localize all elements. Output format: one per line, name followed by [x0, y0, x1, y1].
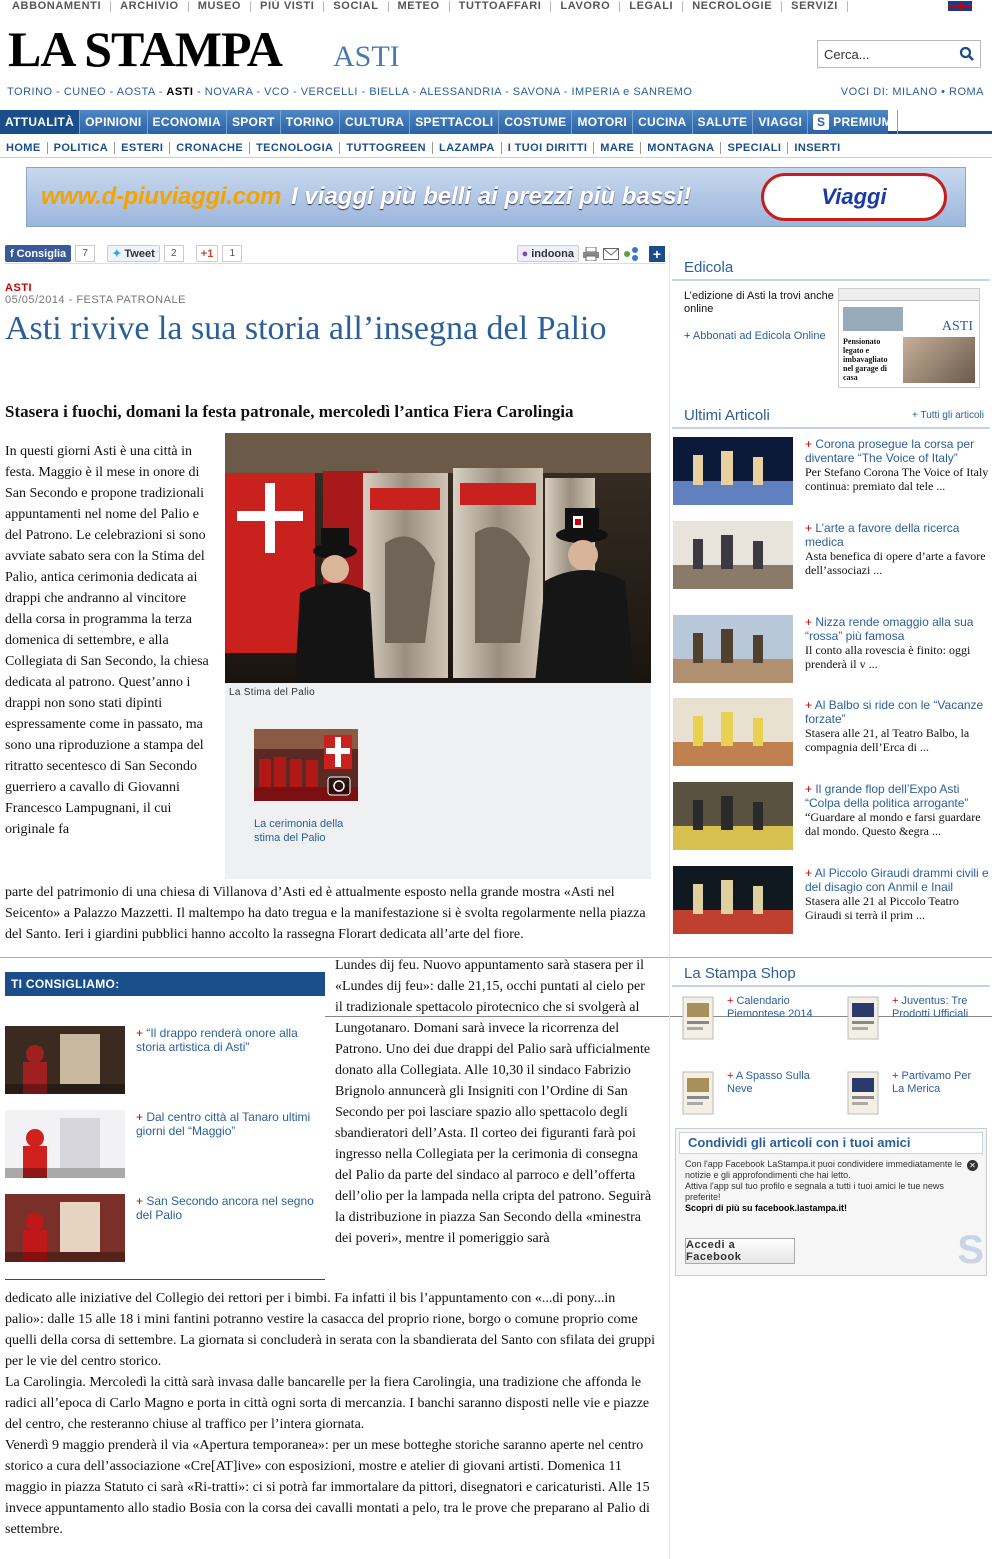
sub-nav: [0, 138, 992, 158]
ad-url[interactable]: www.d-piuviaggi.com: [41, 183, 282, 210]
article-paragraph: dedicato alle iniziative del Collegio dei rettori per i bimbi. Fa infatti il bis l’appuntamento con «...di pony...in palio»: dalle 15 alle 18 i mini fantini potranno vestire la casacca del proprio rione, borgo o comune proprio come quelli della corsa di settembre. La giornata si concluderà in serata con la sbandierata del Santo con sfilata dei gruppi per le vie del centro storico.: [5, 1291, 655, 1369]
shop-title[interactable]: + A Spasso Sulla Neve: [727, 1070, 810, 1095]
indoona-icon: ●: [521, 247, 529, 260]
city-link[interactable]: BIELLA: [369, 86, 409, 98]
logo[interactable]: LA STAMPA: [8, 21, 282, 77]
facebook-box: [675, 1128, 987, 1276]
city-link[interactable]: IMPERIA e SANREMO: [571, 86, 693, 98]
city-link[interactable]: CUNEO: [63, 86, 107, 98]
ultimi-articolo: [672, 521, 990, 597]
print-icon[interactable]: [583, 246, 599, 262]
facebook-icon: f: [10, 247, 14, 260]
topbar-link[interactable]: ARCHIVIO: [111, 1, 189, 12]
article-paragraph: La Carolingia. Mercoledì la città sarà invasa dalle bancarelle per la fiera Carolingia, una tradizione che affonda le radici all’epoca di Carlo Magno e porta in città ogni sorta di mercanzia. I banchi saranno disposti nelle vie e piazze del centro, che resteranno chiuse al traffico per l’intera giornata.: [5, 1375, 650, 1432]
ultimi-text: [805, 437, 991, 493]
search-box[interactable]: [817, 40, 981, 68]
cover-headline: Pensionato legato e imbavagliato nel garage di casa: [843, 337, 888, 382]
topbar-link[interactable]: MUSEO: [189, 1, 251, 12]
article-body-end: [5, 1288, 655, 1540]
share-bar: [5, 244, 665, 264]
city-link[interactable]: SAVONA: [512, 86, 561, 98]
facebook-box-text: Con l'app Facebook LaStampa.it puoi condividere immediatamente le notizie e gli approfondimenti che hai letto. Attiva l'app sul tuo profilo e segnala a tutti i tuoi amici le tue news preferite! Scopri di più su facebook.lastampa.it!: [685, 1159, 962, 1213]
shop-item[interactable]: [675, 1070, 815, 1120]
consigliamo-title[interactable]: + San Secondo ancora nel segno del Palio: [136, 1194, 314, 1222]
plus-icon: +: [892, 995, 902, 1007]
plus-icon: +: [892, 1070, 902, 1082]
ad-logo: [761, 173, 947, 221]
ultimi-title[interactable]: + Nizza rende omaggio alla sua “rossa” più famosa: [805, 615, 974, 643]
topbar-link[interactable]: LEGALI: [620, 1, 683, 12]
cover-title: ASTI: [941, 319, 973, 334]
nav-item[interactable]: ATTUALITÀ: [0, 110, 80, 134]
ultimi-title[interactable]: + L’arte a favore della ricerca medica: [805, 521, 960, 549]
ultimi-text: [805, 782, 991, 838]
subnav-item[interactable]: LAZAMPA: [433, 142, 502, 154]
article-thumbnail[interactable]: [673, 437, 793, 505]
edicola-header: Edicola: [672, 257, 990, 281]
separator: -: [289, 86, 301, 98]
city-link[interactable]: TORINO: [7, 86, 53, 98]
consigliamo-title[interactable]: + “Il drappo renderà onore alla storia artistica di Asti”: [136, 1026, 298, 1054]
photo-box: [225, 433, 651, 879]
consigliamo-thumbnail[interactable]: [5, 1194, 125, 1262]
ultimi-desc: “Guardare al mondo e farsi guardare dal mondo. Questo &egra ...: [805, 810, 981, 838]
subnav-item[interactable]: HOME: [0, 142, 48, 154]
voci-di[interactable]: VOCI DI: MILANO • ROMA: [840, 86, 984, 98]
nav-item[interactable]: SALUTE: [693, 110, 754, 134]
plus-share-icon[interactable]: +: [649, 246, 665, 262]
plus-icon: +: [136, 1110, 147, 1124]
topbar-link[interactable]: METEO: [389, 1, 450, 12]
nav-item-premium[interactable]: [808, 110, 898, 134]
banner-ad[interactable]: [26, 167, 966, 227]
photo-caption: La Stima del Palio: [229, 687, 316, 698]
plus-icon: +: [805, 437, 816, 451]
utility-bar: [0, 0, 992, 12]
city-link[interactable]: VERCELLI: [300, 86, 358, 98]
topbar-link[interactable]: ABBONAMENTI: [0, 1, 111, 12]
nav-item[interactable]: VIAGGI: [753, 110, 808, 134]
plus-icon: +: [727, 1070, 736, 1082]
separator: -: [357, 86, 370, 98]
edicola-cover[interactable]: [838, 288, 980, 388]
article-kicker[interactable]: ASTI: [5, 282, 33, 294]
topbar-link[interactable]: SERVIZI: [782, 1, 848, 12]
city-link[interactable]: ASTI: [166, 86, 194, 98]
separator: -: [106, 86, 117, 98]
city-link[interactable]: AOSTA: [116, 86, 156, 98]
shop-title[interactable]: + Partivamo Per La Merica: [892, 1070, 972, 1095]
plus-icon: +: [727, 995, 737, 1007]
search-input[interactable]: Cerca...: [824, 46, 870, 62]
ultimi-desc: Per Stefano Corona The Voice of Italy continua: premiato dal tele ...: [805, 465, 989, 493]
nav-item[interactable]: MOTORI: [572, 110, 633, 134]
premium-label: PREMIUM: [833, 115, 892, 129]
article-thumbnail[interactable]: [673, 782, 793, 850]
nav-item[interactable]: CULTURA: [340, 110, 410, 134]
city-edition[interactable]: ASTI: [333, 40, 400, 73]
shop-product-image[interactable]: [675, 1070, 721, 1116]
nav-item[interactable]: ECONOMIA: [148, 110, 227, 134]
google-plus-count: 1: [222, 245, 242, 262]
article-subhead: Stasera i fuochi, domani la festa patronale, mercoledì l’antica Fiera Carolingia: [5, 402, 574, 421]
nav-item[interactable]: COSTUME: [499, 110, 572, 134]
separator: -: [501, 86, 513, 98]
edicola-subscribe-link[interactable]: + Abbonati ad Edicola Online: [684, 330, 826, 342]
subnav-item[interactable]: TECNOLOGIA: [250, 142, 340, 154]
ultimi-articolo: [672, 615, 990, 691]
ultimi-desc: Asta benefica di opere d’arte a favore dell’associazi ...: [805, 549, 986, 577]
ultimi-desc: Stasera alle 21 al Piccolo Teatro Giraudi si terrà il prim ...: [805, 894, 959, 922]
ultimi-title[interactable]: + Il grande flop dell’Expo Asti “Colpa della politica arrogante”: [805, 782, 969, 810]
topbar-link[interactable]: PIÙ VISTI: [251, 1, 324, 12]
ad-slogan: I viaggi più belli ai prezzi più bassi!: [291, 183, 692, 210]
consigliamo-item[interactable]: [5, 1026, 325, 1096]
thumbnail-caption[interactable]: La cerimonia della stima del Palio: [254, 818, 344, 844]
shop-item[interactable]: [675, 995, 815, 1045]
tweet-count: 2: [164, 245, 184, 262]
email-icon[interactable]: [603, 246, 619, 262]
subnav-item[interactable]: POLITICA: [48, 142, 116, 154]
subnav-item[interactable]: SPECIALI: [721, 142, 788, 154]
separator: -: [252, 86, 265, 98]
nav-item[interactable]: CUCINA: [633, 110, 692, 134]
subnav-item[interactable]: INSERTI: [794, 141, 841, 154]
nav-item[interactable]: SPETTACOLI: [410, 110, 499, 134]
lastampa-s-icon: S: [957, 1228, 984, 1272]
nav-item[interactable]: TORINO: [281, 110, 340, 134]
twitter-icon: ✦: [112, 248, 122, 260]
subnav-item[interactable]: I TUOI DIRITTI: [502, 142, 595, 154]
subnav-item[interactable]: CRONACHE: [170, 142, 250, 154]
article-headline: Asti rivive la sua storia all’insegna del Palio: [5, 310, 607, 347]
ultimi-articolo: [672, 437, 990, 513]
topbar-link[interactable]: TUTTOAFFARI: [450, 1, 552, 12]
shop-product-image[interactable]: [675, 995, 721, 1041]
ultimi-title[interactable]: + Al Piccolo Giraudi drammi civili e del disagio con Anmil e Inail: [805, 866, 989, 894]
article-body-col1: In questi giorni Asti è una città in festa. Maggio è il mese in onore di San Secondo e propone tradizionali appuntamenti nel nome del Palio e del Patrono. Le celebrazioni si sono avviate sabato sera con la Stima del Palio, antica cerimonia dedicata ai drappi che andranno al vincitore della corsa in programma la terza domenica di settembre, e alla Collegiata di San Secondo, la chiesa dedicata al patrono. Quest’anno i drappi non sono stati dipinti espressamente come in passato, ma sono una riproduzione a stampa del ritratto secentesco di San Secondo guerriero a cavallo di Giovanni Francesco Lampugnani, il cui originale fa: [5, 444, 209, 837]
shop-item[interactable]: [840, 1070, 980, 1120]
city-link[interactable]: VCO: [264, 86, 290, 98]
article-thumbnail[interactable]: [673, 866, 793, 934]
article-body-continued: parte del patrimonio di una chiesa di Villanova d’Asti ed è attualmente esposto nella grande mostra «Asti nel Seicento» a Palazzo Mazzetti. Il maltempo ha dato tregua e la manifestazione si è svolta regolarmente nella piazza del Santo. Ieri i giardini pubblici hanno accolto la rassegna Florart dedicata all’arte del fiore.: [5, 885, 646, 942]
article-thumbnail[interactable]: [673, 698, 793, 766]
topbar-link[interactable]: NECROLOGIE: [683, 1, 782, 12]
city-link[interactable]: ALESSANDRIA: [419, 86, 502, 98]
subnav-item[interactable]: TUTTOGREEN: [340, 142, 433, 154]
ultimi-text: [805, 521, 991, 577]
share-network-icon[interactable]: [623, 246, 639, 262]
ultimi-title[interactable]: + Corona prosegue la corsa per diventare “The Voice of Italy”: [805, 437, 975, 465]
facebook-login-button[interactable]: Accedi a Facebook: [685, 1238, 795, 1264]
consigliamo-thumbnail[interactable]: [5, 1110, 125, 1178]
tweet-button[interactable]: ✦ Tweet: [107, 245, 160, 262]
edicola-text: L’edizione di Asti la trovi anche online: [684, 290, 834, 315]
topbar-link[interactable]: SOCIAL: [324, 1, 388, 12]
topbar-link[interactable]: LAVORO: [551, 1, 620, 12]
article-thumbnail[interactable]: [673, 521, 793, 589]
ultimi-desc: Stasera alle 21, al Teatro Balbo, la compagnia dell’Erca di ...: [805, 726, 970, 754]
plus-icon: +: [136, 1194, 147, 1208]
gallery-thumbnail[interactable]: [254, 729, 358, 801]
ultimi-text: [805, 615, 991, 671]
shop-product-image[interactable]: [840, 1070, 886, 1116]
facebook-like-button[interactable]: f Consiglia: [5, 245, 71, 262]
shop-title[interactable]: + Calendario Piemontese 2014: [727, 995, 813, 1020]
city-link[interactable]: NOVARA: [204, 86, 253, 98]
ultimi-text: [805, 698, 991, 754]
facebook-box-title: Condividi gli articoli con i tuoi amici: [679, 1132, 983, 1154]
ultimi-articolo: [672, 782, 990, 858]
uk-flag-icon[interactable]: [948, 1, 972, 11]
google-plus-button[interactable]: +1: [196, 245, 219, 262]
article-date: 05/05/2014 - FESTA PATRONALE: [5, 294, 186, 306]
ultimi-text: [805, 866, 991, 922]
shop-title[interactable]: + Juventus: Tre Prodotti Ufficiali: [892, 995, 969, 1020]
ti-consigliamo-header: TI CONSIGLIAMO:: [5, 972, 325, 996]
separator: -: [193, 86, 205, 98]
ultimi-title[interactable]: + Al Balbo si ride con le “Vacanze forzate”: [805, 698, 984, 726]
separator: -: [155, 86, 167, 98]
consigliamo-item[interactable]: [5, 1110, 325, 1180]
close-icon[interactable]: ✕: [967, 1160, 978, 1171]
main-nav: [0, 110, 992, 134]
separator: -: [408, 86, 420, 98]
subnav-item[interactable]: MARE: [594, 142, 641, 154]
main-photo[interactable]: [225, 433, 651, 683]
article-paragraph: Venerdì 9 maggio prenderà il via «Apertura temporanea»: per un mese botteghe storiche saranno aperte nel centro storico a cura dell’associazione «Cre[AT]ive» con esposizioni, mostre e atelier di giovani artisti. Domenica 11 maggio in piazza Statuto ci sarà «Ri-tratti»: ci si potrà far immortalare da pittori, disegnatori e caricaturisti. Alle 15 invece appuntamento allo stadio Bosia con la corsa dei cavalli montati a pelo, tra le prove che preparano al Palio di settembre.: [5, 1438, 650, 1537]
ultimi-articolo: [672, 866, 990, 942]
plus-icon: +: [805, 866, 815, 880]
ultimi-articolo: [672, 698, 990, 774]
ultimi-articoli-header: Ultimi Articoli + Tutti gli articoli: [672, 405, 990, 429]
ad-brand: Viaggi: [821, 184, 887, 209]
search-icon[interactable]: [954, 41, 980, 67]
city-nav: [0, 83, 992, 101]
plus-icon: +: [136, 1026, 147, 1040]
consigliamo-title[interactable]: + Dal centro città al Tanaro ultimi giorni del “Maggio”: [136, 1110, 311, 1138]
separator: -: [52, 86, 64, 98]
consigliamo-thumbnail[interactable]: [5, 1026, 125, 1094]
plus-icon: +: [805, 615, 816, 629]
article-thumbnail[interactable]: [673, 615, 793, 683]
article-body-col2: Lundes dij feu. Nuovo appuntamento sarà stasera per il «Lundes dij feu»: dalle 21,15, occhi puntati al cielo per il tradizionale spettacolo pirotecnico che si svolgerà al Lungotanaro. Domani sarà invece la ricorrenza del Patrono. Uno dei due drappi del Palio sarà ufficialmente donato alla Collegiata. Alle 10,30 il sindaco Fabrizio Brignolo annuncerà gli Insigniti con l’Ordine di San Secondo per poi lasciare spazio allo spettacolo degli sbandieratori dell’Asta. Il corteo dei figuranti farà poi ingresso nella Collegiata per la cerimonia di consegna del Palio da parte del sindaco al parroco e dell’offerta dell’olio per la lampada nella cripta del patrono. Seguirà la distribuzione in piazza San Secondo della «minestra dei poveri», mentre il pomeriggio sarà: [335, 958, 652, 1246]
shop-item[interactable]: [840, 995, 980, 1045]
plus-icon: +: [805, 782, 816, 796]
separator: -: [560, 86, 572, 98]
ultimi-desc: Il conto alla rovescia è finito: oggi prenderà il v ...: [805, 643, 971, 671]
plus-icon: +: [805, 698, 815, 712]
shop-product-image[interactable]: [840, 995, 886, 1041]
nav-item[interactable]: OPINIONI: [80, 110, 147, 134]
shop-header: La Stampa Shop: [672, 963, 990, 987]
subnav-item[interactable]: ESTERI: [115, 142, 170, 154]
facebook-count: 7: [75, 245, 95, 262]
nav-item[interactable]: SPORT: [227, 110, 281, 134]
divider: [5, 1279, 325, 1280]
tutti-articoli-link[interactable]: + Tutti gli articoli: [912, 410, 984, 421]
plus-icon: +: [805, 521, 816, 535]
consigliamo-item[interactable]: [5, 1194, 325, 1264]
premium-s-icon: S: [813, 114, 829, 130]
indoona-button[interactable]: ● indoona: [517, 245, 579, 262]
subnav-item[interactable]: MONTAGNA: [641, 142, 721, 154]
